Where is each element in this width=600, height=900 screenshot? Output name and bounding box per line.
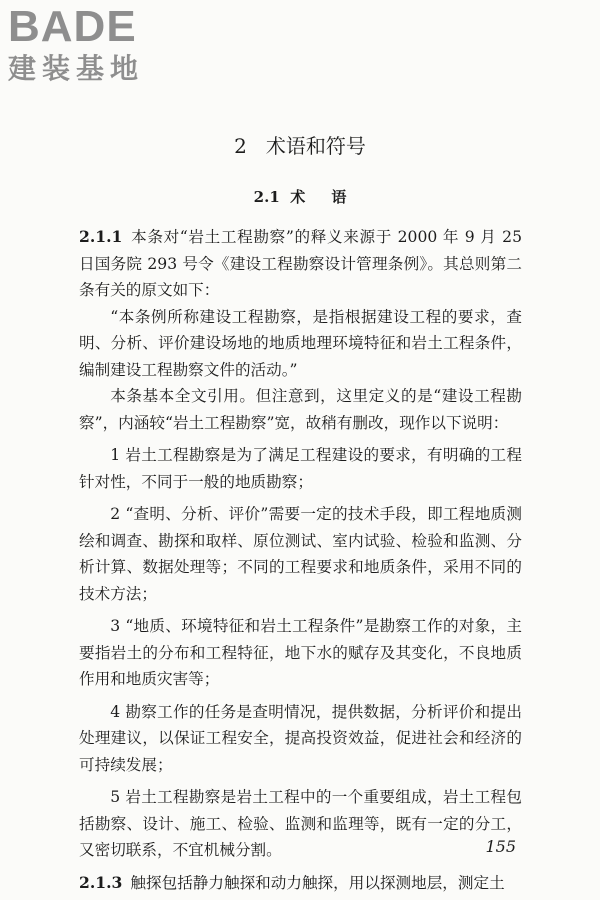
logo-subtitle: 建装基地	[8, 52, 145, 85]
publisher-logo	[8, 4, 178, 86]
explanation-item-2: 2 “查明、分析、评价”需要一定的技术手段，即工程地质测绘和调查、勘探和取样、原位测试、室内试验、检验和监测、分析计算、数据处理等；不同的工程要求和地质条件，采用不同的技术方法；	[79, 505, 522, 603]
clause-text: 本条对“岩土工程勘察”的释义来源于 2000 年 9 月 25 日国务院 293 号令《建设工程勘察设计管理条例》。其总则第二条有关的原文如下：	[79, 228, 522, 299]
explanation-item-4: 4 勘察工作的任务是查明情况，提供数据，分析评价和提出处理建议，以保证工程安全，提高投资效益，促进社会和经济的可持续发展；	[79, 702, 522, 774]
clause-2-1-1	[79, 224, 522, 304]
logo-text: BADE	[8, 2, 137, 51]
explanation-item-3: 3 “地质、环境特征和岩土工程条件”是勘察工作的对象，主要指岩土的分布和工程特征，地下水的赋存及其变化，不良地质作用和地质灾害等；	[79, 617, 522, 688]
clause-2-1-3	[79, 870, 522, 897]
clause-text: 触探包括静力触探和动力触探，用以探测地层，测定土	[130, 873, 505, 892]
clause-number: 2.1.3	[79, 872, 123, 892]
explanation-paragraph: 本条基本全文引用。但注意到，这里定义的是“建设工程勘察”，内涵较“岩土工程勘察”宽，故稍有删改，现作以下说明：	[79, 387, 522, 432]
chapter-title: 2 术语和符号	[234, 134, 366, 158]
body-text	[79, 224, 522, 896]
section-title: 2.1 术 语	[253, 188, 347, 206]
clause-number: 2.1.1	[79, 227, 123, 246]
page-number: 155	[485, 837, 516, 856]
explanation-item-1: 1 岩土工程勘察是为了满足工程建设的要求，有明确的工程针对性，不同于一般的地质勘察；	[79, 446, 522, 491]
quoted-definition: “本条例所称建设工程勘察，是指根据建设工程的要求，查明、分析、评价建设场地的地质地理环境特征和岩土工程条件，编制建设工程勘察文件的活动。”	[79, 307, 522, 379]
explanation-item-5: 5 岩土工程勘察是岩土工程中的一个重要组成，岩土工程包括勘察、设计、施工、检验、监测和监理等，既有一定的分工，又密切联系，不宜机械分割。	[79, 788, 522, 859]
